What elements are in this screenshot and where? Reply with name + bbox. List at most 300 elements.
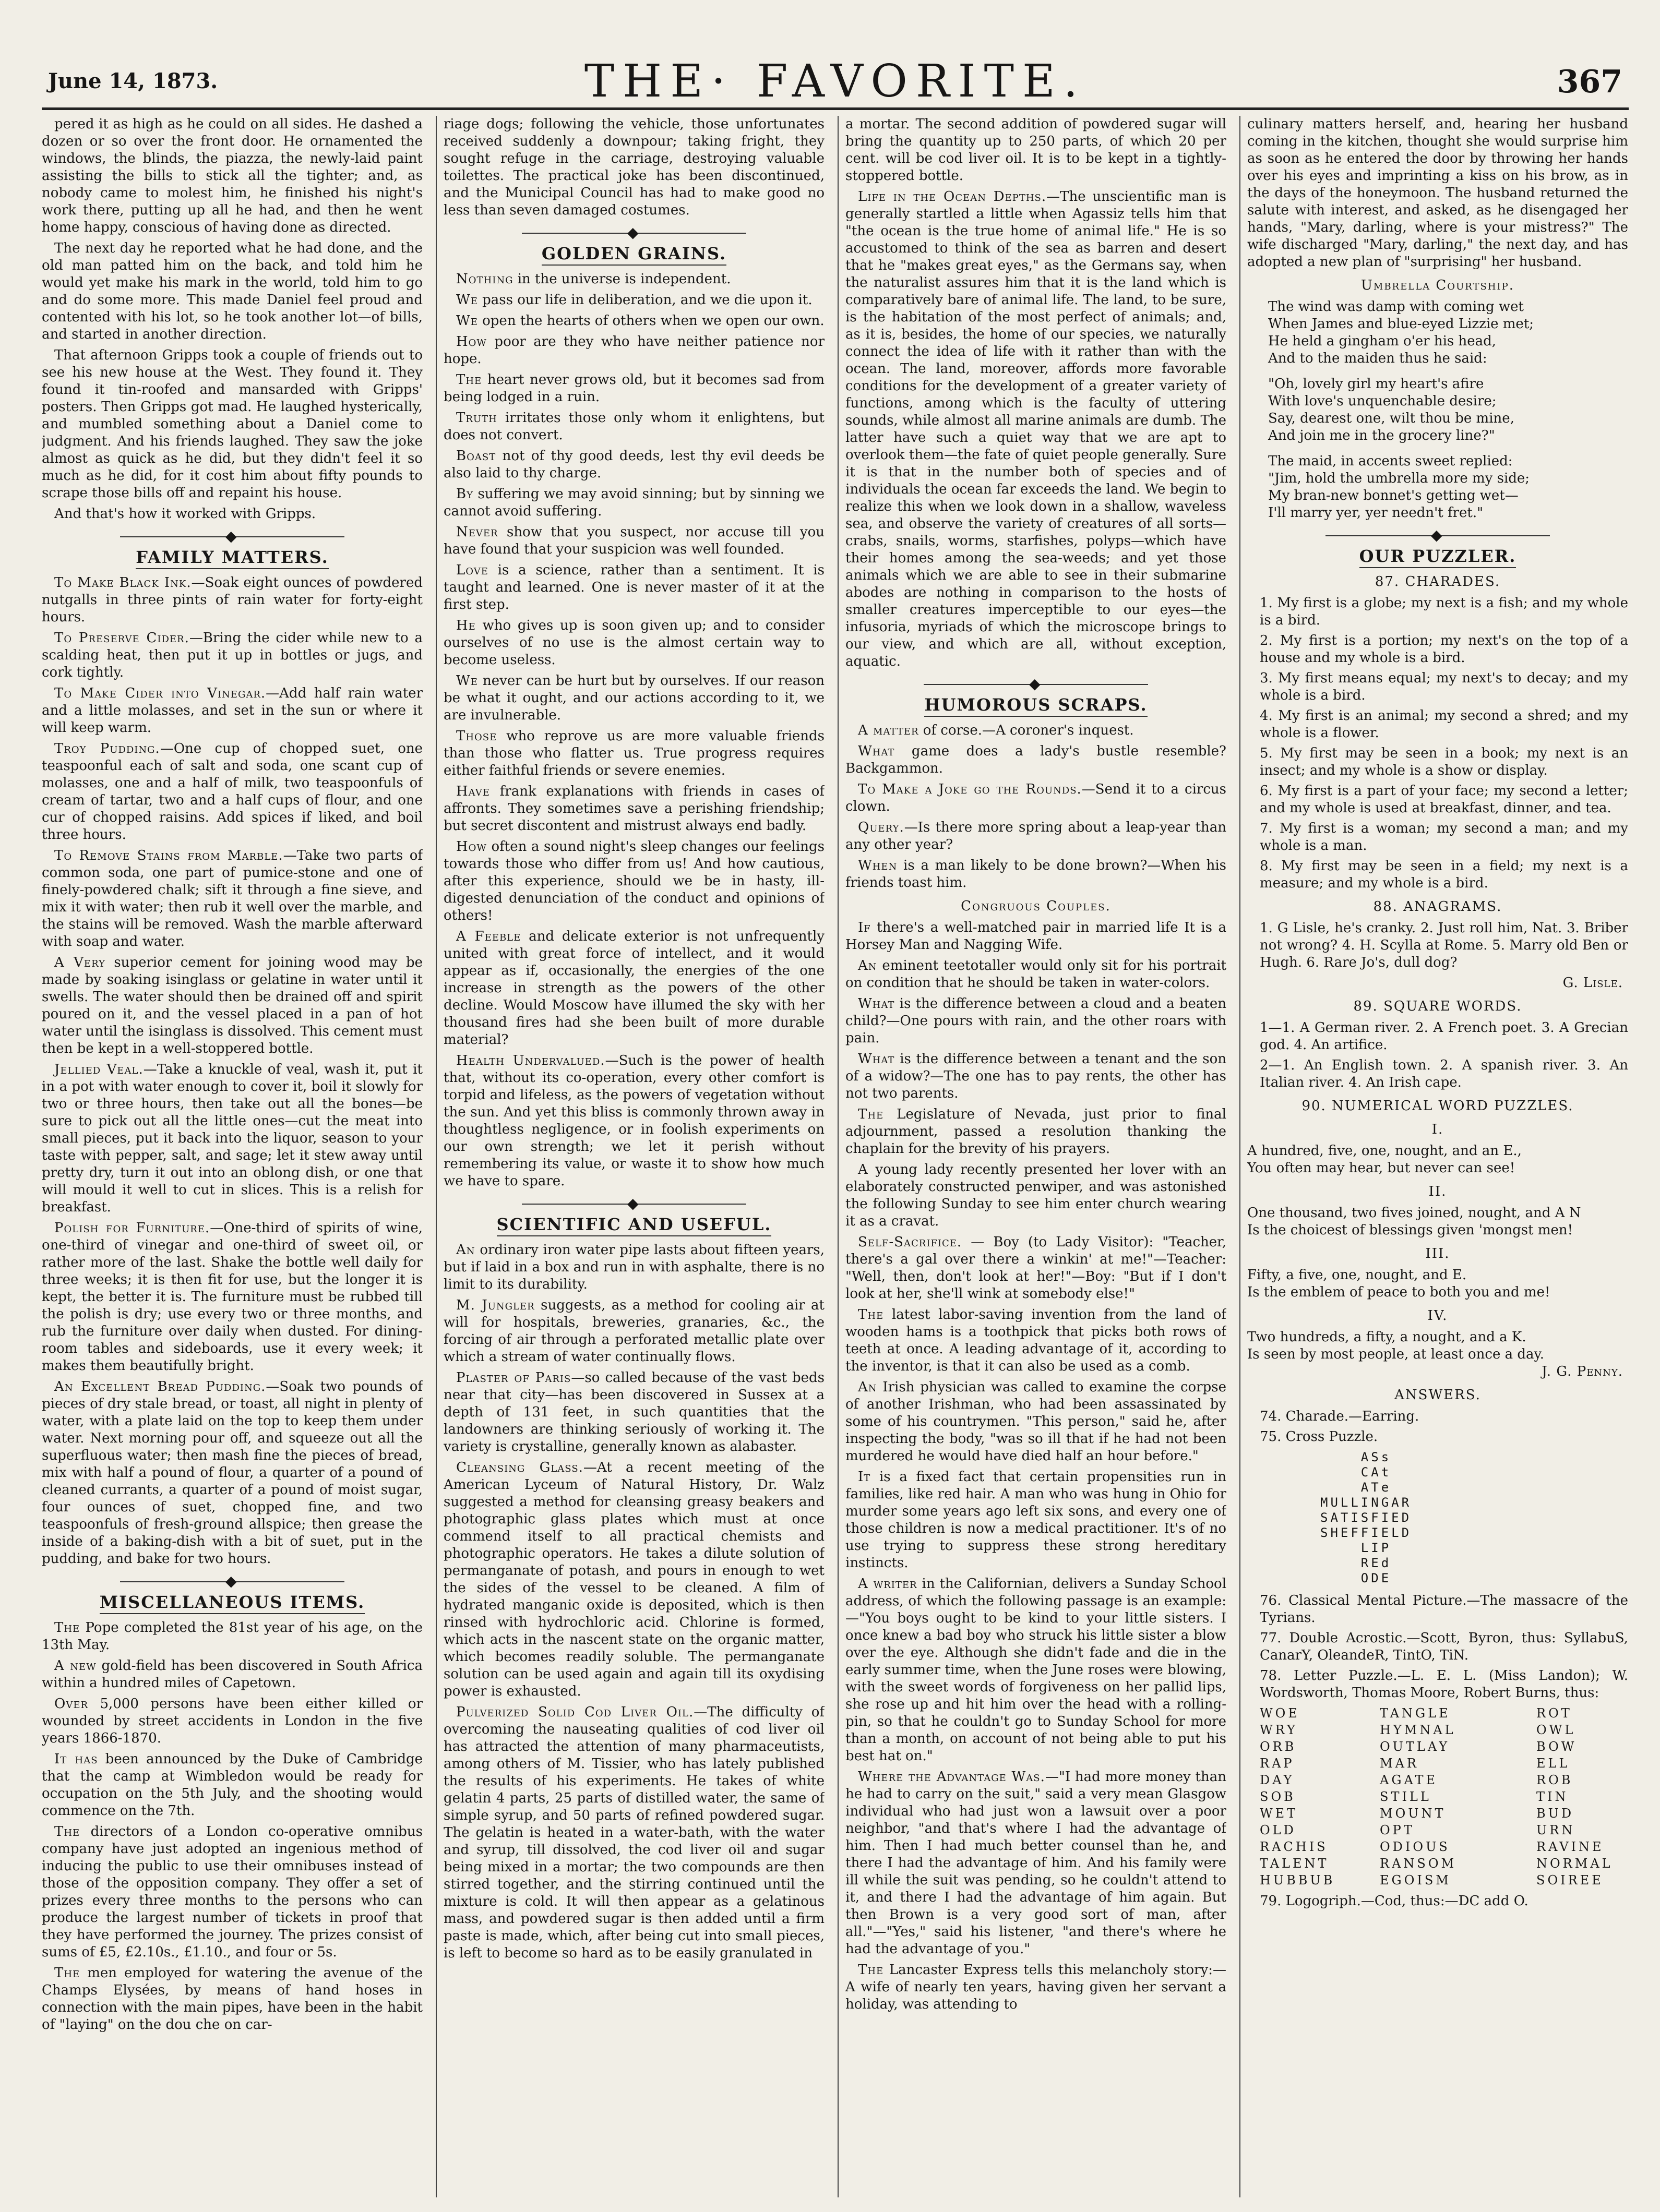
joke-item-text: Lancaster Express tells this melancholy story:—A wife of nearly ten years, having given her servant a holiday, was attending to bbox=[845, 1962, 1226, 2012]
joke-item bbox=[845, 781, 1226, 815]
grid-word: BUD bbox=[1536, 1806, 1574, 1821]
joke-item-text: —Send it to a circus clown. bbox=[845, 782, 1226, 814]
numerical-puzzle-line: One thousand, two fives joined, nought, and A N bbox=[1247, 1205, 1581, 1221]
maxim-item bbox=[444, 617, 825, 669]
maxim-item bbox=[444, 783, 825, 835]
subheading-anagrams: 88. ANAGRAMS. bbox=[1373, 899, 1502, 915]
joke-item-lead: Self-Sacrifice. bbox=[858, 1234, 962, 1250]
article-continuation: a mortar. The second addition of powdered sugar will bring the quantity up to 250 parts, of which 20 per cent. will be cod liver oil. It is to be kept in a tightly-stoppered bottle. bbox=[845, 116, 1226, 184]
joke-item bbox=[845, 995, 1226, 1047]
joke-item bbox=[845, 957, 1226, 992]
grid-word: WOE bbox=[1260, 1706, 1300, 1721]
joke-item-lead: An bbox=[858, 958, 877, 973]
joke-item bbox=[845, 919, 1226, 954]
charade-item: 2. My first is a portion; my next's on the top of a house and my whole is a bird. bbox=[1260, 633, 1628, 666]
recipe-item bbox=[42, 1061, 423, 1216]
joke-item-lead: The bbox=[858, 1107, 884, 1122]
poem-line: I'll marry yer, yer needn't fret." bbox=[1268, 505, 1484, 521]
grid-word: AGATE bbox=[1380, 1773, 1438, 1787]
grid-word: RAP bbox=[1260, 1756, 1295, 1771]
column-divider bbox=[436, 116, 437, 2197]
story-paragraph: pered it as high as he could on all sides. He dashed a dozen or so over the front door. He ornamented the windows, the blinds, the piazza, the newly-laid paint assisting the bills to stick all the tighter; and, as nobody came to molest him, he finished his night's work there, putting up all he had, and then he went home happy, conscious of having done as directed. bbox=[42, 116, 423, 235]
masthead-rule bbox=[42, 107, 1629, 110]
joke-item-lead: To Make a Joke go the Rounds. bbox=[858, 782, 1082, 797]
humorous-items bbox=[845, 722, 1226, 892]
section-heading-golden-grains: GOLDEN GRAINS. bbox=[444, 245, 825, 262]
joke-item-text: —Is there more spring about a leap-year than any other year? bbox=[845, 820, 1226, 852]
column-divider bbox=[1239, 116, 1240, 2197]
section-heading-humorous-scraps: HUMOROUS SCRAPS. bbox=[845, 696, 1226, 714]
section-heading-our-puzzler: OUR PUZZLER. bbox=[1247, 548, 1628, 565]
square-word-item: 1—1. A German river. 2. A French poet. 3. A Grecian god. 4. An artifice. bbox=[1260, 1020, 1628, 1053]
science-item bbox=[444, 1704, 825, 1962]
story-paragraph: The next day he reported what he had done, and the old man patted him on the back, and told him he would yet make his mark in the world, told him to go and do some more. This made Daniel feel proud and contented with his lot, so he took another lot—of bills, and started in another direction. bbox=[42, 241, 423, 342]
cross-puzzle-row: ASs bbox=[1320, 1450, 1392, 1464]
subheading-numerical: 90. NUMERICAL WORD PUZZLES. bbox=[1301, 1098, 1574, 1114]
cross-puzzle-answer bbox=[1247, 1450, 1628, 1586]
recipe-item-text: —Bring the cider while new to a scalding heat, then put it up in bottles or jugs, and cork tightly. bbox=[42, 630, 423, 680]
joke-item-text: Legislature of Nevada, just prior to final adjournment, passed a resolution thanking the chaplain for the brevity of his prayers. bbox=[845, 1107, 1226, 1157]
recipe-item-lead: Polish for Furniture. bbox=[54, 1220, 210, 1236]
poem-line: When James and blue-eyed Lizzie met; bbox=[1268, 316, 1534, 332]
joke-item bbox=[845, 1576, 1226, 1765]
joke-item bbox=[845, 743, 1226, 777]
joke-item bbox=[845, 1161, 1226, 1230]
grid-word: OPT bbox=[1380, 1823, 1415, 1837]
section-ornament bbox=[845, 678, 1226, 691]
grid-word: DAY bbox=[1260, 1773, 1295, 1787]
numerical-puzzle-line: Is the choicest of blessings given 'mongst men! bbox=[1247, 1222, 1573, 1238]
joke-item-lead: A writer bbox=[858, 1576, 917, 1592]
cross-puzzle-row: REd bbox=[1320, 1556, 1392, 1570]
grid-word: OLD bbox=[1260, 1823, 1296, 1837]
answer-78: 78. Letter Puzzle.—L. E. L. (Miss Landon); W. Wordsworth, Thomas Moore, Robert Burns, thus: bbox=[1260, 1668, 1628, 1701]
poem-line: And join me in the grocery line?" bbox=[1268, 428, 1495, 443]
recipe-item-text: —Soak eight ounces of powdered nutgalls in three pints of rain water for forty-eight hours. bbox=[42, 575, 423, 625]
maxim-item-text: show that you suspect, nor accuse till you have found that your suspicion was well founded. bbox=[444, 524, 825, 557]
grid-word: HYMNAL bbox=[1380, 1723, 1456, 1737]
maxim-item-text: poor are they who have neither patience nor hope. bbox=[444, 334, 825, 367]
grid-word: RAVINE bbox=[1536, 1840, 1604, 1854]
grid-word: STILL bbox=[1380, 1789, 1431, 1804]
subheading-charades: 87. CHARADES. bbox=[1375, 574, 1501, 590]
joke-item-text: is the difference between a cloud and a beaten child?—One pours with rain, and the other roars with pain. bbox=[845, 996, 1226, 1046]
misc-item-text: directors of a London co-operative omnibus company have just adopted an ingenious method of inducing the public to use their omnibuses instead of those of the opposition company. They offer a set of prizes every three months to the persons who can produce the largest number of tickets in proof that they have performed the journey. The prizes consist of sums of £5, £2.10s., £1.10., and four or 5s. bbox=[42, 1824, 423, 1960]
recipe-item-lead: Jellied Veal. bbox=[54, 1062, 144, 1077]
grid-word: BOW bbox=[1536, 1739, 1577, 1754]
maxim-item bbox=[444, 292, 825, 309]
charades-list bbox=[1247, 595, 1628, 892]
numerical-puzzle-line: Fifty, a five, one, nought, and E. bbox=[1247, 1267, 1467, 1283]
section-ornament bbox=[444, 226, 825, 240]
joke-item bbox=[845, 857, 1226, 892]
maxim-item-text: —Such is the power of health that, without its co-operation, every other comfort is torpid and lifeless, as the powers of vegetation without the sun. And yet this bliss is commonly thrown away in thoughtless negligence, or in foolish experiments on our own strength; we let it perish without remembering its value, or waste it to show how much we have to spare. bbox=[444, 1053, 825, 1189]
section-heading-miscellaneous: MISCELLANEOUS ITEMS. bbox=[42, 1594, 423, 1611]
story-paragraph: And that's how it worked with Gripps. bbox=[54, 506, 316, 522]
numerical-puzzle-line: Is seen by most people, at least once a day. bbox=[1247, 1347, 1545, 1362]
cross-puzzle-row: SATISFIED bbox=[1320, 1510, 1412, 1525]
misc-item-lead: The bbox=[54, 1965, 80, 1981]
maxim-item bbox=[444, 928, 825, 1049]
cross-puzzle-row: CAt bbox=[1320, 1465, 1392, 1480]
grid-word: URN bbox=[1536, 1823, 1575, 1837]
maxim-item-lead: How bbox=[456, 839, 487, 855]
cross-puzzle-row: MULLINGAR bbox=[1320, 1495, 1412, 1510]
poem-line: "Oh, lovely girl my heart's afire bbox=[1268, 376, 1484, 392]
cross-puzzle-row: LIP bbox=[1320, 1541, 1392, 1555]
joke-item-lead: The bbox=[858, 1962, 884, 1978]
square-word-item: 2—1. An English town. 2. A spanish river. 3. An Italian river. 4. An Irish cape. bbox=[1260, 1057, 1628, 1090]
joke-item bbox=[845, 1306, 1226, 1375]
joke-item-lead: What bbox=[858, 743, 895, 759]
square-words-list bbox=[1247, 1019, 1628, 1091]
maxim-item-lead: Boast bbox=[456, 448, 496, 464]
science-item-text: suggests, as a method for cooling air at will for hospitals, breweries, granaries, &c., the forcing of air through a perforated metallic plate over which a stream of water continually flows. bbox=[444, 1297, 825, 1365]
joke-item-lead: What bbox=[858, 996, 895, 1012]
joke-item-lead: Query. bbox=[858, 820, 904, 835]
maxim-item bbox=[444, 448, 825, 482]
grid-word: ROT bbox=[1536, 1706, 1572, 1721]
joke-item-lead: An bbox=[858, 1379, 877, 1395]
recipe-item-text: —Take two parts of common soda, one part of pumice-stone and one of finely-powdered chalk; sift it through a fine sieve, and mix it with water; then rub it well over the marble, and the stains will be removed. Wash the marble afterward with soap and water. bbox=[42, 848, 423, 949]
maxim-item-lead: By bbox=[456, 486, 473, 502]
poem-line: He held a gingham o'er his head, bbox=[1268, 333, 1497, 349]
poem-line: My bran-new bonnet's getting wet— bbox=[1268, 488, 1519, 503]
grid-word: WET bbox=[1260, 1806, 1298, 1821]
recipe-item-lead: An Excellent Bread Pudding. bbox=[54, 1379, 266, 1394]
maxim-item-text: heart never grows old, but it becomes sad from being lodged in a ruin. bbox=[444, 372, 825, 405]
grid-word: EGOISM bbox=[1380, 1873, 1451, 1888]
misc-item-lead: Over bbox=[54, 1696, 89, 1712]
maxim-item-lead: He bbox=[456, 618, 476, 633]
joke-item-lead: A bbox=[858, 1162, 868, 1177]
subheading-umbrella-courtship: Umbrella Courtship. bbox=[1360, 278, 1514, 293]
joke-item bbox=[845, 722, 1226, 739]
misc-item bbox=[42, 1696, 423, 1747]
joke-item-lead: When bbox=[858, 858, 898, 873]
maxim-item-text: irritates those only whom it enlightens, but does not convert. bbox=[444, 410, 825, 443]
charade-item: 7. My first is a woman; my second a man; and my whole is a man. bbox=[1260, 821, 1628, 853]
maxim-item-lead: Love bbox=[456, 562, 488, 578]
joke-item bbox=[845, 1469, 1226, 1572]
misc-item-text: been announced by the Duke of Cambridge that the camp at Wimbledon would be ready for occupation on the 5th July, and the shooting would commence on the 7th. bbox=[42, 1751, 423, 1819]
science-item-lead: An bbox=[456, 1242, 475, 1258]
poem-line: And to the maiden thus he said: bbox=[1268, 351, 1487, 366]
joke-item-lead: The bbox=[858, 1307, 884, 1323]
maxim-item-lead: We bbox=[456, 313, 478, 329]
recipe-item-lead: To Remove Stains from Marble. bbox=[54, 848, 283, 863]
science-item bbox=[444, 1242, 825, 1293]
science-item-lead: Plaster of Paris bbox=[456, 1370, 571, 1386]
grid-word: MOUNT bbox=[1380, 1806, 1446, 1821]
subheading-congruous-couples: Congruous Couples. bbox=[961, 898, 1111, 914]
grid-word: HUBBUB bbox=[1260, 1873, 1335, 1888]
maxim-item-lead: Health Undervalued. bbox=[456, 1053, 605, 1068]
science-item bbox=[444, 1459, 825, 1700]
joke-item-text: in the Californian, delivers a Sunday School address, of which the following passage is an example:—"You boys ought to be kind to your little sisters. I once knew a bad boy who struck his little sister a blow over the eye. Although she didn't fade and die in the early summer time, when the June roses were blowing, with the sweet words of forgiveness on her pallid lips, she rose up and hit him over the head with a rolling-pin, so that he couldn't go to Sunday School for more than a month, on account of not being able to put his best hat on." bbox=[845, 1576, 1226, 1764]
stanza-break bbox=[1268, 367, 1628, 376]
issue-date: June 14, 1873. bbox=[48, 69, 218, 93]
joke-item bbox=[845, 1051, 1226, 1102]
misc-item-lead: The bbox=[54, 1824, 80, 1840]
joke-item-text: game does a lady's bustle resemble? Backgammon. bbox=[845, 743, 1226, 776]
misc-item bbox=[42, 1619, 423, 1654]
maxim-item bbox=[444, 728, 825, 779]
family-matters-items bbox=[42, 574, 423, 1568]
maxim-item bbox=[444, 838, 825, 924]
maxim-item-lead: We bbox=[456, 292, 478, 308]
science-item-text: —At a recent meeting of the American Lyceum of Natural History, Dr. Walz suggested a method for cleansing greasy beakers and photographic glass plates which must at once commend itself to all practical chemists and photographic operators. He takes a dilute solution of permanganate of potash, and pours in enough to wet the sides of the vessel to be cleaned. A film of hydrated manganic oxide is deposited, which is then rinsed with hydrochloric acid. Chlorine is formed, which acts in the nascent state on the organic matter, which becomes readily soluble. The permanganate solution can be used again and again till its oxydising power is exhausted. bbox=[444, 1460, 825, 1699]
recipe-item-text: —Add half rain water and a little molasses, and set in the sun or where it will keep warm. bbox=[42, 686, 423, 736]
recipe-item-lead: Troy Pudding. bbox=[54, 741, 160, 756]
section-heading-family-matters: FAMILY MATTERS. bbox=[42, 549, 423, 566]
recipe-item-lead: To Preserve Cider. bbox=[54, 630, 189, 646]
grid-word: RACHIS bbox=[1260, 1840, 1328, 1854]
recipe-item-text: —Take a knuckle of veal, wash it, put it in a pot with water enough to cover it, boil it slowly for two or three hours, then take out all the bones—be sure to pick out all the little ones—cut the meat into small pieces, put it back into the liquor, season to your taste with pepper, salt, and sage; let it stew away until pretty dry, turn it out into an oblong dish, or one that will mould it well to cut in slices. This is a relish for breakfast. bbox=[42, 1062, 423, 1215]
grid-word: SOB bbox=[1260, 1789, 1296, 1804]
maxim-item bbox=[444, 486, 825, 520]
maxim-item bbox=[444, 312, 825, 330]
stanza-break bbox=[1268, 444, 1628, 453]
maxim-item-lead: Truth bbox=[456, 410, 497, 426]
recipe-item-lead: To Make Cider into Vinegar. bbox=[54, 686, 266, 701]
maxim-item bbox=[444, 410, 825, 444]
maxim-item bbox=[444, 333, 825, 368]
ocean-depths-article: Life in the Ocean Depths.—The unscientific man is generally startled a little when Agassiz tells him that "the ocean is the true home of animal life." He is so accustomed to think of the sea as barren and desert that he "makes great eyes," as the Germans say, when the naturalist assures him that it is the land which is comparatively bare of animal life. The land, to be sure, is the habitation of the most perfect of animals; and, as it is, besides, the home of our species, we naturally connect the idea of life with it rather than with the ocean. The land, moreover, affords more favorable conditions for the development of a greater variety of functions, among which is the faculty of uttering sounds, while almost all marine animals are dumb. The latter have such a quiet way that we are apt to overlook them—the fate of quiet people generally. Sure it is that in the number both of species and of individuals the ocean far exceeds the land. We begin to realize this when we look down in a shallow, waveless sea, and observe the variety of creatures of all sorts—crabs, snails, worms, starfishes, polyps—which have their homes among the sea-weeds; and yet those animals which we are able to see in their submarine abodes are nothing in comparison to the hosts of smaller creatures imperceptible to our eyes—the infusoria, myriads of which the microscope brings to our view, and which are all, without exception, aquatic. bbox=[845, 189, 1226, 669]
maxim-item-lead: Nothing bbox=[456, 271, 513, 287]
recipe-item bbox=[42, 1220, 423, 1375]
golden-grains-items bbox=[444, 271, 825, 1190]
answer-76: 76. Classical Mental Picture.—The massacre of the Tyrians. bbox=[1260, 1593, 1628, 1626]
joke-item-text: is the difference between a tenant and the son of a widow?—The one has to pay rents, the other has not two parents. bbox=[845, 1051, 1226, 1101]
grid-word: ELL bbox=[1536, 1756, 1570, 1771]
joke-item bbox=[845, 1234, 1226, 1303]
grid-word: ODIOUS bbox=[1380, 1840, 1450, 1854]
recipe-item-lead: To Make Black Ink. bbox=[54, 575, 192, 591]
recipe-item bbox=[42, 574, 423, 626]
maxim-item-lead: The bbox=[456, 372, 482, 388]
joke-item bbox=[845, 1379, 1226, 1465]
section-ornament bbox=[42, 1575, 423, 1589]
cross-puzzle-row: SHEFFIELD bbox=[1320, 1525, 1412, 1540]
subheading-answers: ANSWERS. bbox=[1394, 1387, 1481, 1403]
section-heading-scientific: SCIENTIFIC AND USEFUL. bbox=[444, 1216, 825, 1233]
joke-item-text: Irish physician was called to examine the corpse of another Irishman, who had been assassinated by some of his countrymen. "This person," said he, after inspecting the body, "was so ill that if he had not been murdered he would have died half an hour before." bbox=[845, 1379, 1226, 1464]
article-continuation: culinary matters herself, and, hearing her husband coming in the kitchen, thought she would surprise him as soon as he entered the door by throwing her hands over his eyes and imprinting a kiss on his brow, as in the days of the honeymoon. The husband returned the salute with interest, and asked, as he disengaged her hands, "Mary, darling, where is your mistress?" The wife discharged "Mary, darling," the next day, and has adopted a new plan of "surprising" her husband. bbox=[1247, 116, 1628, 270]
maxim-item-lead: Those bbox=[456, 728, 497, 744]
answer-77: 77. Double Acrostic.—Scott, Byron, thus: SyllabuS, CanarY, OleandeR, TintO, TiN. bbox=[1260, 1630, 1628, 1663]
contributor-signature: G. Lisle. bbox=[1562, 975, 1623, 991]
joke-item bbox=[845, 819, 1226, 853]
subheading-square-words: 89. SQUARE WORDS. bbox=[1353, 999, 1522, 1014]
misc-item-lead: The bbox=[54, 1620, 80, 1636]
maxim-item-lead: Never bbox=[456, 524, 498, 540]
joke-item-text: is a fixed fact that certain propensities run in families, like red hair. A man who was hung in Ohio for murder some years ago left six sons, and every one of those children is now a medical practitioner. It's of no use trying to suppress these strong hereditary instincts. bbox=[845, 1469, 1226, 1571]
letter-puzzle-grid bbox=[1260, 1705, 1628, 1889]
numerical-puzzle-number: IV. bbox=[1427, 1308, 1448, 1324]
maxim-item-text: open the hearts of others when we open our own. bbox=[477, 313, 825, 329]
charade-item: 8. My first may be seen in a field; my next is a measure; and my whole is a bird. bbox=[1260, 858, 1628, 891]
recipe-item-text: —One cup of chopped suet, one teaspoonful each of salt and soda, one scant cup of molasses, one and a half of milk, two teaspoonfuls of cream of tartar, two and a half cups of flour, and one cur of chopped raisins. Add spices if liked, and boil three hours. bbox=[42, 741, 423, 843]
cross-puzzle-row: ODE bbox=[1320, 1571, 1392, 1585]
joke-item-text: is a man likely to be done brown?—When his friends toast him. bbox=[845, 858, 1226, 891]
recipe-item-lead: A Very bbox=[54, 955, 105, 970]
misc-item bbox=[42, 1657, 423, 1692]
numerical-puzzle-line: You often may hear, but never can see! bbox=[1247, 1160, 1515, 1176]
grid-word: ROB bbox=[1536, 1773, 1573, 1787]
answer-75: 75. Cross Puzzle. bbox=[1260, 1429, 1378, 1445]
joke-item-text: latest labor-saving invention from the land of wooden hams is a toothpick that picks both rows of teeth at once. A leading advantage of it, according to the inventor, is that it can also be used as a comb. bbox=[845, 1307, 1226, 1374]
misc-item-text: Pope completed the 81st year of his age, on the 13th May. bbox=[42, 1620, 423, 1653]
joke-item-text: —"I had more money than he had to carry on the suit," said a very mean Glasgow individual who had just won a lawsuit over a poor neighbor, "and that's where I had the advantage of him. Then I had much better counsel than he, and there I had the advantage of him. And his family were ill while the suit was pending, so he couldn't attend to it, and there I had the advantage of him again. But then Brown is a very good sort of man, after all."—"Yes," said his listener, "and there's where he had the advantage of you." bbox=[845, 1769, 1226, 1957]
poem-line: "Jim, hold the umbrella more my side; bbox=[1268, 471, 1530, 486]
column-3 bbox=[845, 116, 1226, 2197]
grid-word: NORMAL bbox=[1536, 1856, 1613, 1871]
grid-word: OWL bbox=[1536, 1723, 1576, 1737]
numerical-puzzles bbox=[1247, 1121, 1628, 1363]
grid-word: TALENT bbox=[1260, 1856, 1329, 1871]
charade-item: 3. My first means equal; my next's to decay; and my whole is a bird. bbox=[1260, 670, 1628, 703]
maxim-item-text: suffering we may avoid sinning; but by sinning we cannot avoid suffering. bbox=[444, 486, 825, 519]
numerical-puzzle-number: III. bbox=[1425, 1246, 1450, 1261]
column-4 bbox=[1247, 116, 1628, 2197]
joke-item bbox=[845, 1106, 1226, 1158]
section-ornament bbox=[42, 530, 423, 544]
maxim-item bbox=[444, 371, 825, 406]
cross-puzzle-row: ATe bbox=[1320, 1480, 1392, 1495]
numerical-puzzle-line: Is the emblem of peace to both you and me! bbox=[1247, 1284, 1550, 1300]
recipe-item bbox=[42, 1378, 423, 1568]
poem-line: Say, dearest one, wilt thou be mine, bbox=[1268, 411, 1514, 426]
maxim-item bbox=[444, 271, 825, 288]
column-2 bbox=[444, 116, 825, 2197]
section-ornament bbox=[1247, 529, 1628, 543]
misc-item-text: gold-field has been discovered in South Africa within a hundred miles of Capetown. bbox=[42, 1658, 423, 1691]
misc-item bbox=[42, 1965, 423, 2034]
maxim-item bbox=[444, 524, 825, 558]
miscellaneous-items bbox=[42, 1619, 423, 2034]
maxim-item-text: who gives up is soon given up; and to consider ourselves of no use is the almost certain way to become useless. bbox=[444, 618, 825, 668]
joke-item-text: young lady recently presented her lover with an elaborately constructed penwiper, and was astonished the following Sunday to see him enter church wearing it as a cravat. bbox=[845, 1162, 1226, 1229]
maxim-item-text: often a sound night's sleep changes our feelings towards those who differ from us! And how cautious, after this experience, should we be in hasty, ill-digested denunciation of the conduct and opinions of others! bbox=[444, 839, 825, 923]
joke-item-lead: Where the Advantage Was. bbox=[858, 1769, 1045, 1785]
grid-word: WRY bbox=[1260, 1723, 1298, 1737]
science-item-lead: M. Jungler bbox=[456, 1297, 535, 1313]
maxim-item-lead: We bbox=[456, 673, 478, 689]
numerical-puzzle-number: I. bbox=[1431, 1122, 1444, 1137]
grid-word: OUTLAY bbox=[1380, 1739, 1450, 1754]
misc-item-text: 5,000 persons have been either killed or wounded by street accidents in London in the five years 1866-1870. bbox=[42, 1696, 423, 1746]
maxim-item-lead: How bbox=[456, 334, 487, 350]
science-item-lead: Pulverized Solid Cod Liver Oil. bbox=[456, 1704, 694, 1720]
column-1 bbox=[42, 116, 423, 2197]
joke-item-text: — Boy (to Lady Visitor): "Teacher, there's a gal over there a winkin' at me!"—Teacher: "Well, then, don't look at her!"—Boy: "But if I don't look at her, she'll wink at somebody else!" bbox=[845, 1234, 1226, 1302]
article-continuation: riage dogs; following the vehicle, those unfortunates received suddenly a downpour; taking fright, they sought refuge in the carriage, destroying valuable toilettes. The practical joke has been discontinued, and the Municipal Council has had to make good no less than seven damaged costumes. bbox=[444, 116, 825, 218]
joke-item-lead: A matter bbox=[858, 723, 919, 738]
numerical-puzzle-line: A hundred, five, one, nought, and an E., bbox=[1247, 1143, 1522, 1159]
misc-item bbox=[42, 1751, 423, 1820]
column-divider bbox=[838, 116, 839, 2197]
recipe-item bbox=[42, 685, 423, 737]
charade-item: 4. My first is an animal; my second a shred; and my whole is a flower. bbox=[1260, 708, 1628, 741]
recipe-item-text: —One-third of spirits of wine, one-third of vinegar and one-third of sweet oil, or rather more of the last. Shake the bottle well daily for three weeks; it is then fit for use, but the longer it is kept, the better it is. The furniture must be rubbed till the polish is dry; use every two or three months, and rub the furniture over daily when dusted. For dining-room tables and sideboards, use it every week; it makes them beautifully bright. bbox=[42, 1220, 423, 1374]
grid-word: TIN bbox=[1536, 1789, 1569, 1804]
science-item bbox=[444, 1297, 825, 1366]
section-ornament bbox=[444, 1197, 825, 1211]
maxim-item-text: not of thy good deeds, lest thy evil deeds be also laid to thy charge. bbox=[444, 448, 825, 481]
charade-item: 5. My first may be seen in a book; my next is an insect; and my whole is a show or display. bbox=[1260, 746, 1628, 778]
answer-79: 79. Logogriph.—Cod, thus:—DC add O. bbox=[1260, 1893, 1528, 1909]
recipe-item-text: —Soak two pounds of pieces of dry stale bread, or toast, all night in plenty of water, with a plate laid on the top to keep them under water. Next morning pour off, and squeeze out all the superfluous water; then mash fine the pieces of bread, mix with half a pound of flour, a quarter of a pound of cleaned currants, a quarter of a pound of moist sugar, four ounces of suet, chopped fine, and two teaspoonfuls of fresh-ground allspice; then grease the inside of a baking-dish with a bit of suet, put in the pudding, and bake for two hours. bbox=[42, 1379, 423, 1567]
maxim-item-lead: Have bbox=[456, 784, 490, 799]
joke-item-lead: What bbox=[858, 1051, 895, 1067]
poem-line: With love's unquenchable desire; bbox=[1268, 393, 1497, 409]
recipe-item bbox=[42, 630, 423, 681]
recipe-item bbox=[42, 847, 423, 951]
grid-word: SOIREE bbox=[1536, 1873, 1604, 1888]
science-item-lead: Cleansing Glass. bbox=[456, 1460, 583, 1475]
joke-item bbox=[845, 1769, 1226, 1958]
science-item-text: ordinary iron water pipe lasts about fifteen years, but if laid in a box and run in with asphalte, there is no limit to its durability. bbox=[444, 1242, 825, 1292]
charade-item: 1. My first is a globe; my next is a fish; and my whole is a bird. bbox=[1260, 595, 1628, 628]
humorous-items-2 bbox=[845, 919, 1226, 2013]
maxim-item-text: frank explanations with friends in cases of affronts. They sometimes save a perishing friendship; but secret discontent and mistrust always end badly. bbox=[444, 784, 825, 834]
science-item-text: —The difficulty of overcoming the nauseating qualities of cod liver oil has attracted the attention of many pharmaceutists, among others of M. Tissier, who has lately published the results of his experiments. He takes of white gelatin 4 parts, 25 parts of distilled water, the same of simple syrup, and 50 parts of refined powdered sugar. The gelatin is heated in a water-bath, with the water and syrup, till dissolved, the cod liver oil and sugar being mixed in a mortar; the two compounds are then stirred together, and the stirring continued until the mixture is cold. It will then appear as a gelatinous mass, and powdered sugar is then added until a firm paste is made, which, after being cut into small pieces, is left to become so hard as to be easily granulated in bbox=[444, 1704, 825, 1961]
joke-item-text: eminent teetotaller would only sit for his portrait on condition that he should be taken in water-colors. bbox=[845, 958, 1226, 991]
misc-item bbox=[42, 1823, 423, 1961]
misc-item-text: men employed for watering the avenue of the Champs Elysées, by means of hand hoses in connection with the main pipes, have been in the habit of "laying" on the dou che on car- bbox=[42, 1965, 423, 2033]
scientific-items bbox=[444, 1242, 825, 1962]
grid-word: TANGLE bbox=[1380, 1706, 1451, 1721]
maxim-item bbox=[444, 672, 825, 724]
story-paragraph: That afternoon Gripps took a couple of friends out to see his new house at the West. They found it. They found it tin-roofed and mansarded with Gripps' posters. Then Gripps got mad. He laughed hysterically, and mumbled something about a Daniel come to judgment. And his friends laughed. They saw the joke almost as quick as he did, but they didn't feel it so much as he did, for it cost him about fifty pounds to scrape those bills off and repaint his house. bbox=[42, 347, 423, 501]
joke-item-lead: It bbox=[858, 1469, 871, 1485]
misc-item-lead: A new bbox=[54, 1658, 97, 1674]
maxim-item-text: who reprove us are more valuable friends than those who flatter us. True progress requires either faithful friends or severe enemies. bbox=[444, 728, 825, 778]
joke-item-lead: If bbox=[858, 920, 871, 935]
maxim-item-lead: A Feeble bbox=[456, 929, 521, 944]
numerical-puzzle-line: Two hundreds, a fifty, a nought, and a K. bbox=[1247, 1329, 1526, 1345]
misc-item-lead: It has bbox=[54, 1751, 98, 1767]
joke-item bbox=[845, 1962, 1226, 2013]
newspaper-title: THE· FAVORITE. bbox=[584, 55, 1086, 107]
science-item bbox=[444, 1369, 825, 1456]
story-continuation bbox=[42, 116, 423, 523]
joke-item-text: there's a well-matched pair in married life It is a Horsey Man and Nagging Wife. bbox=[845, 920, 1226, 953]
maxim-item-text: never can be hurt but by ourselves. If our reason be what it ought, and our actions according to it, we are invulnerable. bbox=[444, 673, 825, 723]
poem-line: The maid, in accents sweet replied: bbox=[1268, 453, 1513, 469]
grid-word: RANSOM bbox=[1380, 1856, 1457, 1871]
masthead bbox=[42, 52, 1629, 110]
poem bbox=[1247, 298, 1628, 522]
recipe-item bbox=[42, 954, 423, 1057]
maxim-item bbox=[444, 562, 825, 614]
answer-74: 74. Charade.—Earring. bbox=[1260, 1409, 1419, 1424]
maxim-item-text: is a science, rather than a sentiment. It is taught and learned. One is never master of it at the first step. bbox=[444, 562, 825, 612]
maxim-item-text: in the universe is independent. bbox=[513, 271, 731, 287]
recipe-item-text: superior cement for joining wood may be made by soaking isinglass or gelatine in water until it swells. The water should then be drained off and spirit poured on it, and the vessel placed in a pan of hot water until the isinglass is dissolved. This cement must then be kept in a well-stoppered bottle. bbox=[42, 955, 423, 1056]
page-number: 367 bbox=[1557, 64, 1622, 100]
maxim-item bbox=[444, 1052, 825, 1190]
contributor-signature: J. G. Penny. bbox=[1542, 1364, 1623, 1379]
science-item-text: —so called because of the vast beds near that city—has been discovered in Sussex at a depth of 131 feet, in such quantities that the landowners are thinking seriously of working it. The variety is crystalline, generally known as alabaster. bbox=[444, 1370, 825, 1454]
joke-item-text: of corse.—A coroner's inquest. bbox=[918, 723, 1134, 738]
charade-item: 6. My first is a part of your face; my second a letter; and my whole is used at breakfast, dinner, and tea. bbox=[1260, 783, 1628, 816]
poem-line: The wind was damp with coming wet bbox=[1268, 299, 1524, 315]
recipe-item bbox=[42, 740, 423, 844]
maxim-item-text: and delicate exterior is not unfrequently united with great force of intellect, and it would appear as if, occasionally, the energies of the one increase in strength as the powers of the other decline. Would Moscow have illumed the sky with her thousand fires had she been built of more durable material? bbox=[444, 929, 825, 1048]
maxim-item-text: pass our life in deliberation, and we die upon it. bbox=[477, 292, 813, 308]
